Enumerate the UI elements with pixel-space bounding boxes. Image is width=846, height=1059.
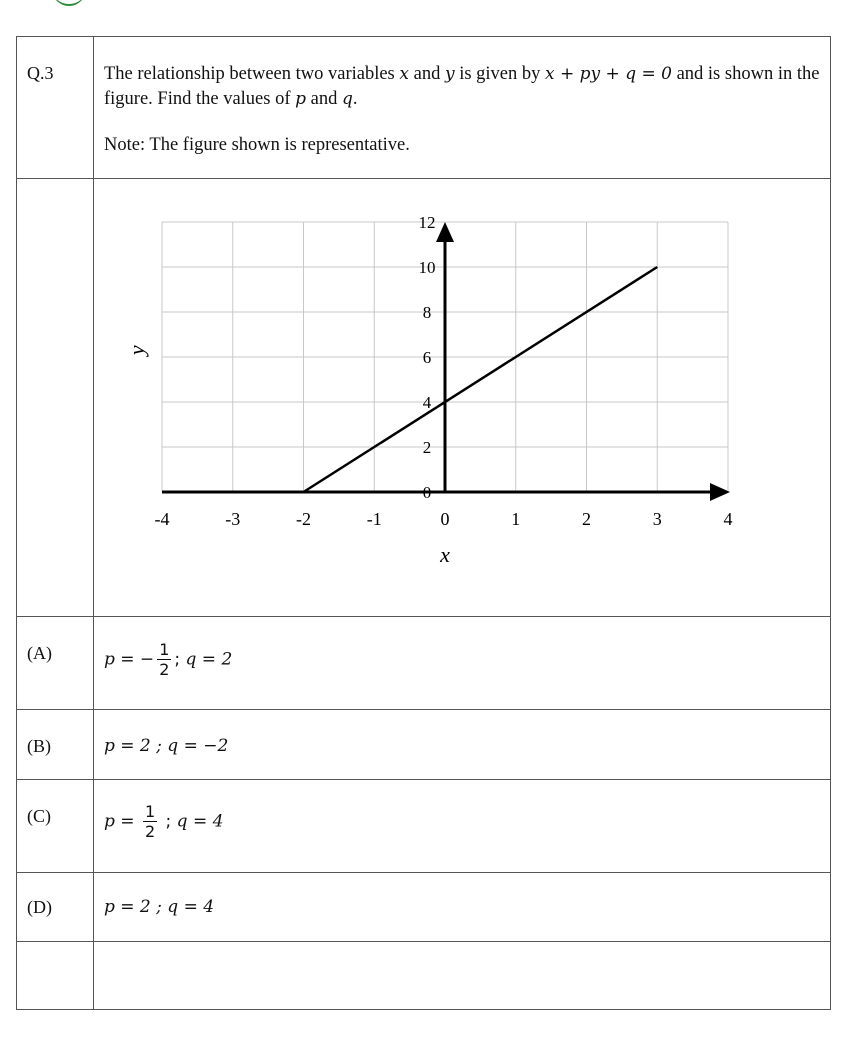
option-c[interactable] — [94, 780, 831, 873]
y-tick-label: 12 — [418, 213, 436, 232]
option-c-math — [104, 802, 223, 841]
x-tick-label: -4 — [154, 509, 170, 529]
question-text — [104, 62, 820, 112]
y-tick-label: 10 — [418, 258, 436, 277]
option-label-cell-d — [17, 873, 94, 942]
option-c-p: p = — [104, 811, 140, 832]
y-tick-label: 2 — [422, 438, 432, 457]
y-tick-label: 0 — [422, 483, 432, 502]
x-tick-label: -2 — [296, 509, 311, 529]
question-number: Q.3 — [27, 63, 54, 83]
option-b-text: p = 2 ; q = −2 — [104, 736, 229, 756]
y-axis-arrow — [436, 222, 454, 242]
question-row — [17, 37, 831, 179]
option-label-a: (A) — [27, 643, 52, 663]
question-table — [16, 36, 831, 1010]
option-label-cell-b — [17, 710, 94, 780]
option-c-den: 2 — [144, 822, 156, 841]
y-tick-label: 4 — [422, 393, 432, 412]
question-text-6: . — [352, 89, 358, 109]
option-a-p: p = − — [104, 649, 155, 670]
x-tick-label: -3 — [225, 509, 241, 529]
question-text-cell — [94, 37, 831, 179]
empty-row — [17, 942, 831, 1010]
option-b[interactable] — [94, 710, 831, 780]
option-label-cell-c — [17, 780, 94, 873]
option-c-q: q = 4 — [176, 811, 224, 832]
x-axis-label: x — [440, 542, 450, 567]
x-tick-label: 3 — [652, 509, 662, 529]
question-text-4: and is shown in the figure. Find the values of — [104, 64, 820, 109]
option-c-sep: ; — [160, 811, 177, 832]
question-number-cell — [17, 37, 94, 179]
empty-cell — [94, 942, 831, 1010]
figure-cell — [94, 179, 831, 617]
option-d-text: p = 2 ; q = 4 — [104, 897, 215, 917]
var-y: y — [444, 64, 455, 84]
figure-row — [17, 179, 831, 617]
x-axis-arrow — [710, 483, 730, 501]
option-label-b: (B) — [27, 736, 51, 756]
x-tick-label: 1 — [511, 509, 521, 529]
option-a-fraction — [157, 640, 171, 679]
question-text-3: is given by — [454, 64, 546, 84]
option-label-cell-a — [17, 617, 94, 710]
x-tick-label: 2 — [582, 509, 591, 529]
option-a-q: q = 2 — [185, 649, 233, 670]
x-tick-label: 0 — [440, 509, 450, 529]
equation: x + py + q = 0 — [545, 64, 672, 84]
logo-arc — [52, 0, 86, 6]
option-row-a — [17, 617, 831, 710]
y-tick-label: 8 — [422, 303, 432, 322]
option-d[interactable] — [94, 873, 831, 942]
option-label-d: (D) — [27, 897, 52, 917]
option-row-c — [17, 780, 831, 873]
empty-label-cell — [17, 942, 94, 1010]
option-a-sep: ; — [174, 649, 186, 670]
var-q: q — [341, 89, 353, 109]
option-c-fraction — [143, 802, 157, 841]
option-a-num: 1 — [159, 640, 170, 659]
option-label-c: (C) — [27, 806, 51, 826]
option-c-num: 1 — [144, 802, 156, 821]
figure-label-cell — [17, 179, 94, 617]
option-a-den: 2 — [159, 660, 170, 679]
question-text-5: and — [306, 89, 342, 109]
option-b-math — [104, 736, 228, 756]
option-row-b — [17, 710, 831, 780]
y-axis-label: y — [124, 345, 149, 356]
series-line — [304, 267, 658, 492]
question-text-2: and — [408, 64, 445, 84]
question-text-1: The relationship between two variables — [104, 64, 400, 84]
y-tick-label: 6 — [422, 348, 432, 367]
note: Note: The figure shown is representative. — [104, 135, 410, 155]
option-a-math — [104, 640, 232, 679]
x-tick-label: -1 — [366, 509, 382, 529]
line-chart — [94, 179, 831, 611]
x-tick-label: 4 — [723, 509, 733, 529]
option-a[interactable] — [94, 617, 831, 710]
var-x: x — [399, 64, 409, 84]
option-row-d — [17, 873, 831, 942]
var-p: p — [295, 89, 307, 109]
option-d-math — [104, 897, 214, 917]
